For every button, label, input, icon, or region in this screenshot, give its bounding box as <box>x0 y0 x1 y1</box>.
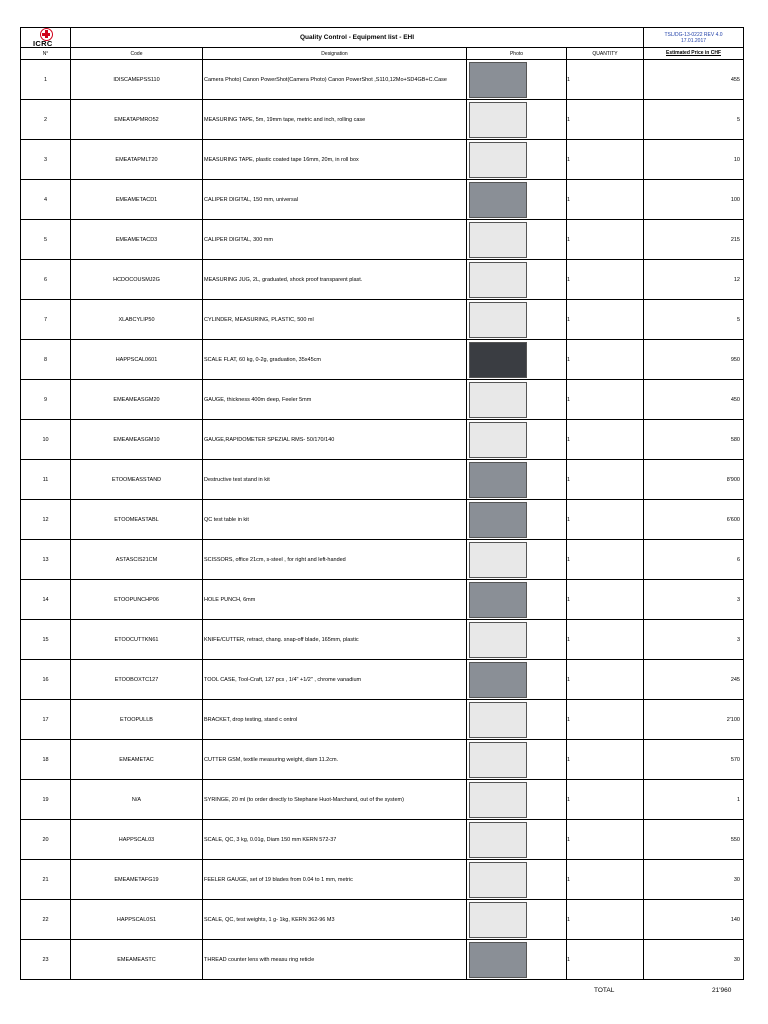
item-price: 215 <box>644 220 744 260</box>
item-photo-cell <box>467 140 567 180</box>
item-photo-cell <box>467 820 567 860</box>
item-designation: SCISSORS, office 21cm, s-steel , for right and left-handed <box>203 540 467 580</box>
item-code: HCDOCOUSMJ2G <box>71 260 203 300</box>
item-price: 550 <box>644 820 744 860</box>
item-designation: QC test table in kit <box>203 500 467 540</box>
item-photo-cell <box>467 860 567 900</box>
document-reference <box>644 28 744 48</box>
item-price: 450 <box>644 380 744 420</box>
item-price: 6 <box>644 540 744 580</box>
thread-counter-photo <box>469 942 527 978</box>
item-quantity: 1 <box>567 460 644 500</box>
item-quantity: 1 <box>567 340 644 380</box>
table-row <box>21 260 744 300</box>
item-quantity: 1 <box>567 180 644 220</box>
rapidometer-photo <box>469 422 527 458</box>
item-photo-cell <box>467 500 567 540</box>
header-row <box>21 28 744 48</box>
item-designation: CALIPER DIGITAL, 150 mm, universal <box>203 180 467 220</box>
item-quantity: 1 <box>567 260 644 300</box>
item-code: EMEAMETAFG19 <box>71 860 203 900</box>
item-quantity: 1 <box>567 780 644 820</box>
row-number: 15 <box>21 620 71 660</box>
item-designation: HOLE PUNCH, 6mm <box>203 580 467 620</box>
row-number: 21 <box>21 860 71 900</box>
row-number: 9 <box>21 380 71 420</box>
item-price: 570 <box>644 740 744 780</box>
item-code: EMEAMETAC <box>71 740 203 780</box>
item-photo-cell <box>467 420 567 460</box>
row-number: 19 <box>21 780 71 820</box>
item-code: HAPPSCAL0S1 <box>71 900 203 940</box>
item-quantity: 1 <box>567 900 644 940</box>
icrc-logo <box>29 29 63 47</box>
item-designation: CUTTER GSM, textile measuring weight, diam 11.2cm. <box>203 740 467 780</box>
tool-case-photo <box>469 662 527 698</box>
item-designation: THREAD counter lens with measu ring reticle <box>203 940 467 980</box>
col-code: Code <box>71 48 203 60</box>
feeler-gauge-photo <box>469 862 527 898</box>
item-designation: Camera Photo) Canon PowerShot(Camera Photo) Canon PowerShot ,S110,12Mo+SD4GB+C.Case <box>203 60 467 100</box>
item-designation: FEELER GAUGE, set of 19 blades from 0.04 to 1 mm, metric <box>203 860 467 900</box>
row-number: 14 <box>21 580 71 620</box>
item-quantity: 1 <box>567 100 644 140</box>
item-code: HAPPSCAL0601 <box>71 340 203 380</box>
table-row <box>21 940 744 980</box>
item-photo-cell <box>467 340 567 380</box>
cylinder-photo <box>469 302 527 338</box>
item-designation: MEASURING TAPE, plastic coated tape 16mm, 20m, in roll box <box>203 140 467 180</box>
item-code: EMEAMETACD3 <box>71 220 203 260</box>
scale-flat-photo <box>469 342 527 378</box>
item-photo-cell <box>467 60 567 100</box>
test-table-photo <box>469 502 527 538</box>
item-photo-cell <box>467 740 567 780</box>
item-code: ETOOCUTTKN61 <box>71 620 203 660</box>
item-code: EMEATAPMRO52 <box>71 100 203 140</box>
row-number: 16 <box>21 660 71 700</box>
table-row <box>21 700 744 740</box>
item-code: EMEAMEASGM10 <box>71 420 203 460</box>
row-number: 22 <box>21 900 71 940</box>
table-row <box>21 780 744 820</box>
scissors-photo <box>469 542 527 578</box>
row-number: 3 <box>21 140 71 180</box>
item-designation: MEASURING TAPE, 5m, 19mm tape, metric and inch, rolling case <box>203 100 467 140</box>
reference-number: TSL/DG-13-0222 REV 4.0 <box>664 31 723 38</box>
item-price: 6'600 <box>644 500 744 540</box>
item-designation: MEASURING JUG, 2L, graduated, shock proof transparent plast. <box>203 260 467 300</box>
item-code: N/A <box>71 780 203 820</box>
item-quantity: 1 <box>567 860 644 900</box>
item-photo-cell <box>467 660 567 700</box>
row-number: 17 <box>21 700 71 740</box>
item-quantity: 1 <box>567 60 644 100</box>
col-photo: Photo <box>467 48 567 60</box>
item-price: 30 <box>644 940 744 980</box>
item-photo-cell <box>467 300 567 340</box>
item-code: ETOOMEASSTAND <box>71 460 203 500</box>
item-price: 12 <box>644 260 744 300</box>
item-price: 1 <box>644 780 744 820</box>
total-value: 21'960 <box>712 987 732 994</box>
col-price: Estimated Price in CHF <box>644 48 744 60</box>
table-row <box>21 220 744 260</box>
table-row <box>21 140 744 180</box>
item-photo-cell <box>467 380 567 420</box>
row-number: 23 <box>21 940 71 980</box>
item-code: IDISCAMEPSS110 <box>71 60 203 100</box>
item-designation: GAUGE,RAPIDOMETER SPEZIAL RMS- 50/170/140 <box>203 420 467 460</box>
table-row <box>21 860 744 900</box>
col-quantity: QUANTITY <box>567 48 644 60</box>
item-code: ETOOMEASTABL <box>71 500 203 540</box>
row-number: 5 <box>21 220 71 260</box>
item-designation: KNIFE/CUTTER, retract, chang. snap-off blade, 165mm, plastic <box>203 620 467 660</box>
item-quantity: 1 <box>567 420 644 460</box>
item-photo-cell <box>467 540 567 580</box>
row-number: 6 <box>21 260 71 300</box>
table-body <box>21 60 744 980</box>
camera-photo <box>469 62 527 98</box>
item-code: XLABCYLIP50 <box>71 300 203 340</box>
total-label: TOTAL <box>594 987 615 994</box>
item-photo-cell <box>467 900 567 940</box>
item-price: 5 <box>644 100 744 140</box>
table-row <box>21 300 744 340</box>
table-row <box>21 740 744 780</box>
document-title: Quality Control - Equipment list - EHI <box>71 28 644 48</box>
item-price: 950 <box>644 340 744 380</box>
item-photo-cell <box>467 620 567 660</box>
item-photo-cell <box>467 180 567 220</box>
row-number: 10 <box>21 420 71 460</box>
row-number: 7 <box>21 300 71 340</box>
item-quantity: 1 <box>567 380 644 420</box>
table-row <box>21 620 744 660</box>
item-designation: SCALE FLAT, 60 kg, 0-2g, graduation, 35x45cm <box>203 340 467 380</box>
item-code: HAPPSCAL03 <box>71 820 203 860</box>
table-row <box>21 340 744 380</box>
item-price: 10 <box>644 140 744 180</box>
col-no: N° <box>21 48 71 60</box>
hole-punch-photo <box>469 582 527 618</box>
item-price: 8'900 <box>644 460 744 500</box>
row-number: 11 <box>21 460 71 500</box>
item-photo-cell <box>467 700 567 740</box>
item-code: EMEAMEASGM20 <box>71 380 203 420</box>
scale-qc-photo <box>469 822 527 858</box>
item-designation: Destructive test stand in kit <box>203 460 467 500</box>
item-quantity: 1 <box>567 740 644 780</box>
bracket-photo <box>469 702 527 738</box>
table-row <box>21 180 744 220</box>
table-row <box>21 420 744 460</box>
caliper-long-photo <box>469 222 527 258</box>
item-code: EMEAMEASTC <box>71 940 203 980</box>
item-code: EMEATAPMLT20 <box>71 140 203 180</box>
test-weights-photo <box>469 902 527 938</box>
cutter-photo <box>469 622 527 658</box>
item-quantity: 1 <box>567 940 644 980</box>
item-quantity: 1 <box>567 580 644 620</box>
item-designation: GAUGE, thickness 400m deep, Feeler 5mm <box>203 380 467 420</box>
item-quantity: 1 <box>567 540 644 580</box>
item-designation: SCALE, QC, test weights, 1 g- 1kg, KERN 362-96 M3 <box>203 900 467 940</box>
reference-date: 17.01.2017 <box>680 37 707 44</box>
item-code: ETOOPUNCHP06 <box>71 580 203 620</box>
table-row <box>21 900 744 940</box>
table-row <box>21 580 744 620</box>
item-quantity: 1 <box>567 220 644 260</box>
gsm-cutter-photo <box>469 742 527 778</box>
row-number: 4 <box>21 180 71 220</box>
item-price: 245 <box>644 660 744 700</box>
caliper-photo <box>469 182 527 218</box>
item-price: 100 <box>644 180 744 220</box>
table-row <box>21 540 744 580</box>
item-photo-cell <box>467 460 567 500</box>
equipment-table <box>20 27 744 980</box>
item-price: 30 <box>644 860 744 900</box>
item-photo-cell <box>467 100 567 140</box>
item-photo-cell <box>467 780 567 820</box>
gauge-photo <box>469 382 527 418</box>
item-quantity: 1 <box>567 700 644 740</box>
column-header-row <box>21 48 744 60</box>
item-designation: SCALE, QC, 3 kg, 0.01g, Diam 150 mm KERN 572-37 <box>203 820 467 860</box>
test-stand-photo <box>469 462 527 498</box>
row-number: 13 <box>21 540 71 580</box>
jug-photo <box>469 262 527 298</box>
syringe-photo <box>469 782 527 818</box>
row-number: 2 <box>21 100 71 140</box>
table-row <box>21 500 744 540</box>
item-photo-cell <box>467 260 567 300</box>
item-price: 2'100 <box>644 700 744 740</box>
col-designation: Designation <box>203 48 467 60</box>
item-quantity: 1 <box>567 140 644 180</box>
item-code: ASTASCIS21CM <box>71 540 203 580</box>
red-cross-icon <box>41 29 51 39</box>
item-photo-cell <box>467 940 567 980</box>
item-designation: SYRINGE, 20 ml (to order directly to Stephane Huot-Marchand, out of the system) <box>203 780 467 820</box>
item-designation: TOOL CASE, Tool-Craft, 127 pcs , 1/4" +1/2" , chrome vanadium <box>203 660 467 700</box>
row-number: 1 <box>21 60 71 100</box>
item-price: 580 <box>644 420 744 460</box>
row-number: 20 <box>21 820 71 860</box>
item-code: EMEAMETACD1 <box>71 180 203 220</box>
item-price: 140 <box>644 900 744 940</box>
item-quantity: 1 <box>567 300 644 340</box>
logo-text: ICRC <box>33 39 53 48</box>
equipment-list-sheet <box>20 27 743 980</box>
item-photo-cell <box>467 580 567 620</box>
item-quantity: 1 <box>567 660 644 700</box>
item-designation: CALIPER DIGITAL, 300 mm <box>203 220 467 260</box>
row-number: 12 <box>21 500 71 540</box>
item-quantity: 1 <box>567 620 644 660</box>
item-photo-cell <box>467 220 567 260</box>
table-row <box>21 100 744 140</box>
logo-cell <box>21 28 71 48</box>
item-designation: CYLINDER, MEASURING, PLASTIC, 500 ml <box>203 300 467 340</box>
row-number: 18 <box>21 740 71 780</box>
item-code: ETOOPULLB <box>71 700 203 740</box>
item-quantity: 1 <box>567 500 644 540</box>
total-row <box>0 987 768 999</box>
table-row <box>21 60 744 100</box>
item-price: 455 <box>644 60 744 100</box>
row-number: 8 <box>21 340 71 380</box>
table-row <box>21 380 744 420</box>
item-price: 3 <box>644 620 744 660</box>
roll-tape-photo <box>469 142 527 178</box>
item-quantity: 1 <box>567 820 644 860</box>
table-row <box>21 660 744 700</box>
table-row <box>21 460 744 500</box>
item-code: ETOOBOXTC127 <box>71 660 203 700</box>
tape-photo <box>469 102 527 138</box>
table-row <box>21 820 744 860</box>
item-designation: BRACKET, drop testing, stand c ontrol <box>203 700 467 740</box>
item-price: 3 <box>644 580 744 620</box>
item-price: 5 <box>644 300 744 340</box>
